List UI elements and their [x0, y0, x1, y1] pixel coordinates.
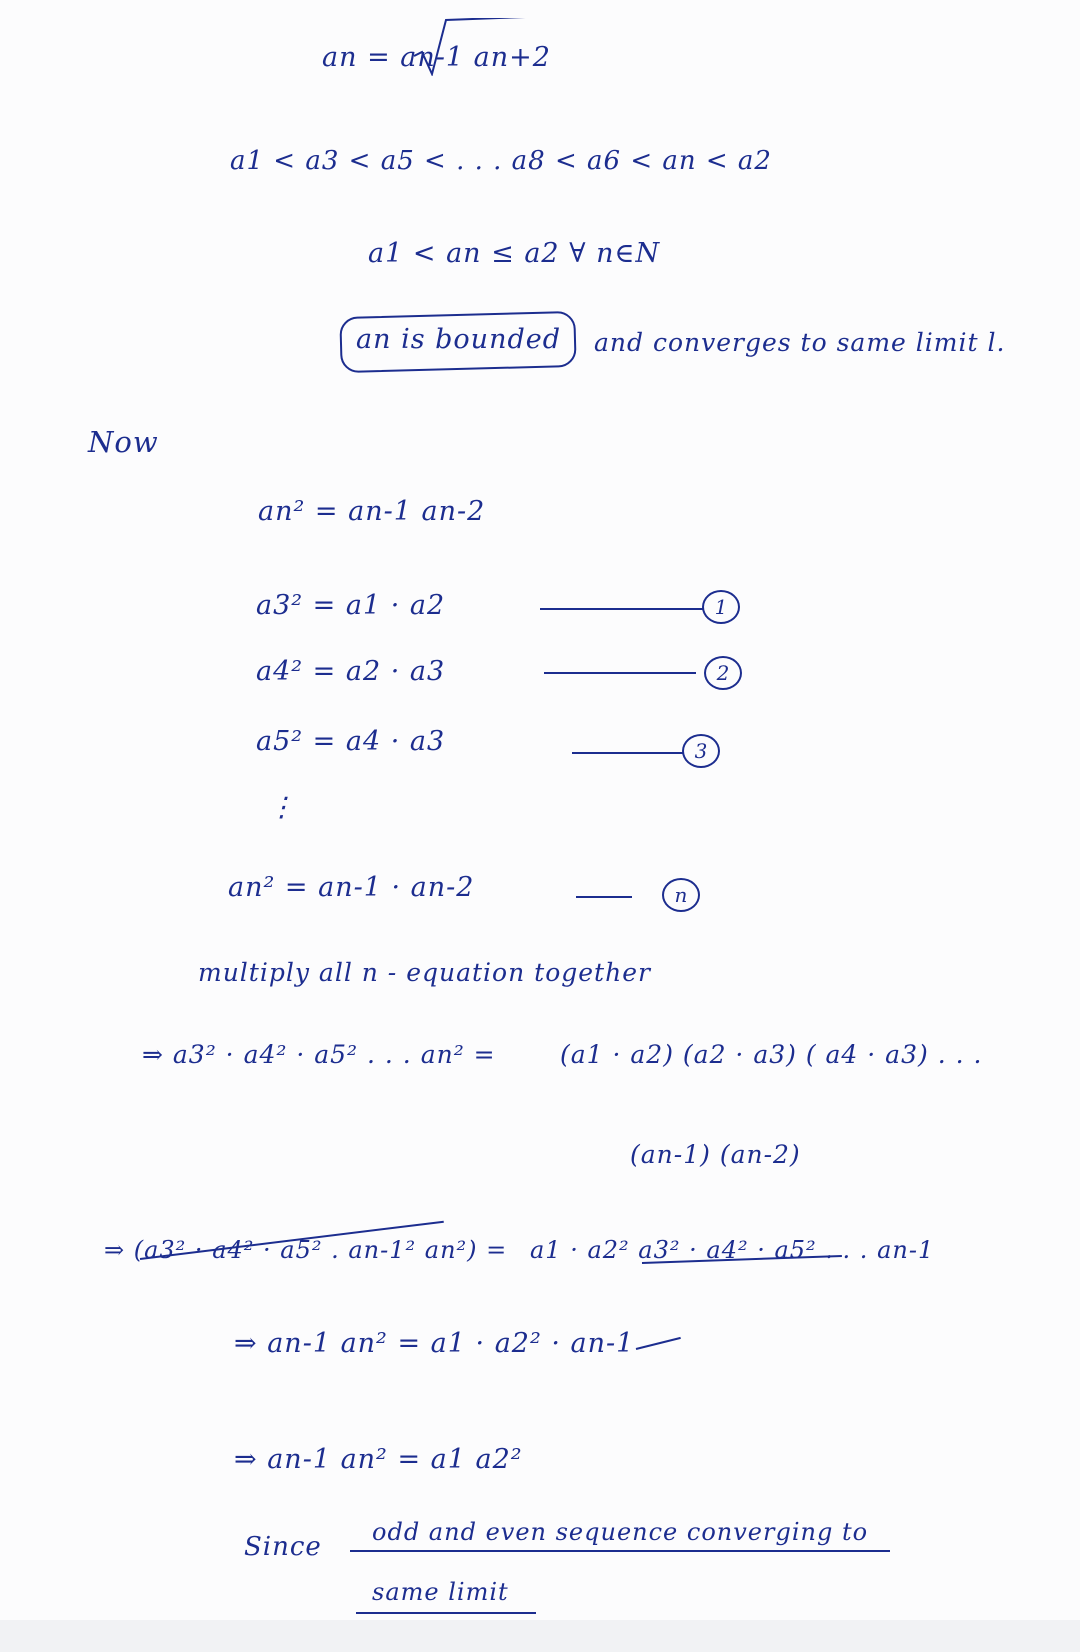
equation-1-rule [540, 608, 704, 610]
equation-2-rule [544, 672, 696, 674]
bound-line: a1 < an ≤ a2 ∀ n∈N [368, 238, 661, 269]
circled-2: 2 [704, 656, 742, 690]
equation-2: a4² = a2 · a3 [256, 656, 446, 687]
vertical-dots: ⋮ [268, 792, 296, 823]
converges-text: and converges to same limit l. [594, 328, 1006, 357]
reduction-2: ⇒ an-1 an² = a1 a2² [234, 1444, 523, 1475]
page-edge [0, 1620, 1080, 1652]
ordering-line: a1 < a3 < a5 < . . . a8 < a6 < an < a2 [230, 146, 772, 176]
recurrence-line: an = an-1 an+2 [322, 42, 551, 73]
square-root-symbol [412, 18, 552, 76]
circled-1: 1 [702, 590, 740, 624]
multiply-instruction: multiply all n - equation together [198, 958, 651, 987]
conclusion-underline-2 [356, 1612, 536, 1614]
reduction-1: ⇒ an-1 an² = a1 · a2² · an-1 [234, 1328, 635, 1359]
expanded-rhs: a1 · a2² a3² · a4² · a5² . . . an-1 [530, 1236, 935, 1264]
square-relation: an² = an-1 an-2 [258, 496, 486, 527]
conclusion-underline-1 [350, 1550, 890, 1552]
product-lhs: ⇒ a3² · a4² · a5² . . . an² = [142, 1040, 496, 1069]
bounded-text: an is bounded [356, 324, 562, 355]
equation-n: an² = an-1 · an-2 [228, 872, 475, 903]
equation-n-rule [576, 896, 632, 898]
product-rhs: (a1 · a2) (a2 · a3) ( a4 · a3) . . . [560, 1040, 983, 1069]
conclusion-line-1: odd and even sequence converging to [372, 1518, 869, 1546]
equation-3-rule [572, 752, 684, 754]
since-label: Since [244, 1532, 322, 1562]
equation-1: a3² = a1 · a2 [256, 590, 446, 621]
conclusion-line-2: same limit [372, 1578, 509, 1606]
product-rhs-continued: (an-1) (an-2) [630, 1140, 801, 1169]
circled-3: 3 [682, 734, 720, 768]
expanded-lhs: ⇒ (a3² · a4² · a5² . an-1² an²) = [104, 1236, 508, 1264]
now-label: Now [88, 425, 159, 459]
circled-n: n [662, 878, 700, 912]
equation-3: a5² = a4 · a3 [256, 726, 446, 757]
